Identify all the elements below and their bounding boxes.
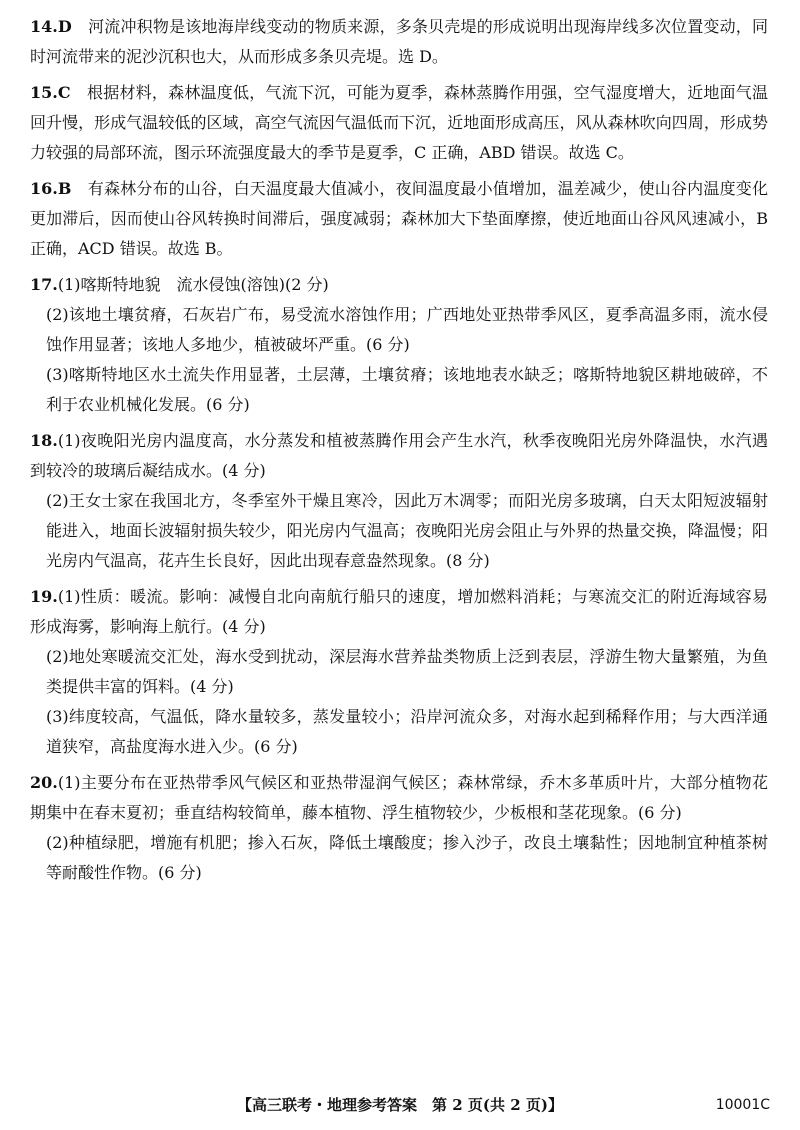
answer-item-16	[30, 174, 768, 264]
question-number: 17.	[30, 275, 58, 294]
sub-answer: (1)主要分布在亚热带季风气候区和亚热带湿润气候区；森林常绿，乔木多革质叶片，大部分植物花期集中在春末夏初；垂直结构较简单，藤本植物、浮生植物较少，少板根和茎花现象。(6 分)	[30, 773, 768, 822]
question-number: 16.B	[30, 179, 72, 198]
question-number: 15.C	[30, 83, 71, 102]
question-number: 18.	[30, 431, 58, 450]
answer-text: 根据材料，森林温度低，气流下沉，可能为夏季，森林蒸腾作用强，空气湿度增大，近地面气温回升慢，形成气温较低的区域，高空气流因气温低而下沉，近地面形成高压，风从森林吹向四周，形成势力较强的局部环流，图示环流强度最大的季节是夏季，C 正确，ABD 错误。故选 C。	[30, 83, 768, 162]
answer-item-17	[30, 270, 768, 420]
sub-answer: (2)种植绿肥，增施有机肥；掺入石灰，降低土壤酸度；掺入沙子，改良土壤黏性；因地制宜种植茶树等耐酸性作物。(6 分)	[46, 833, 768, 882]
answer-item-20	[30, 768, 768, 888]
sub-answer: (3)喀斯特地区水土流失作用显著，土层薄，土壤贫瘠；该地地表水缺乏；喀斯特地貌区耕地破碎，不利于农业机械化发展。(6 分)	[46, 365, 768, 414]
footer-title: 【高三联考・地理参考答案 第 2 页(共 2 页)】	[237, 1096, 563, 1114]
sub-answer: (1)性质：暖流。影响：减慢自北向南航行船只的速度，增加燃料消耗；与寒流交汇的附近海域容易形成海雾，影响海上航行。(4 分)	[30, 587, 768, 636]
answer-text: 河流冲积物是该地海岸线变动的物质来源，多条贝壳堤的形成说明出现海岸线多次位置变动，同时河流带来的泥沙沉积也大，从而形成多条贝壳堤。选 D。	[30, 17, 768, 66]
sub-answer: (2)王女士家在我国北方，冬季室外干燥且寒冷，因此万木凋零；而阳光房多玻璃，白天太阳短波辐射能进入，地面长波辐射损失较少，阳光房内气温高；夜晚阳光房会阻止与外界的热量交换，降温慢；阳光房内气温高，花卉生长良好，因此出现春意盎然现象。(8 分)	[46, 491, 768, 570]
page-footer	[0, 1090, 800, 1120]
document-code: 10001C	[715, 1097, 770, 1113]
question-number: 19.	[30, 587, 58, 606]
answer-item-19	[30, 582, 768, 762]
sub-answer: (3)纬度较高，气温低，降水量较多，蒸发量较小；沿岸河流众多，对海水起到稀释作用；与大西洋通道狭窄，高盐度海水进入少。(6 分)	[46, 707, 768, 756]
sub-answer: (2)地处寒暖流交汇处，海水受到扰动，深层海水营养盐类物质上泛到表层，浮游生物大量繁殖，为鱼类提供丰富的饵料。(4 分)	[46, 647, 768, 696]
question-number: 14.D	[30, 17, 72, 36]
answer-item-18	[30, 426, 768, 576]
answer-text: 有森林分布的山谷，白天温度最大值减小，夜间温度最小值增加，温差减少，使山谷内温度变化更加滞后，因而使山谷风转换时间滞后，强度减弱；森林加大下垫面摩擦，使近地面山谷风风速减小，B 正确，ACD 错误。故选 B。	[30, 179, 768, 258]
sub-answer: (1)喀斯特地貌 流水侵蚀(溶蚀)(2 分)	[57, 275, 329, 294]
question-number: 20.	[30, 773, 58, 792]
answer-item-15	[30, 78, 768, 168]
sub-answer: (2)该地土壤贫瘠，石灰岩广布，易受流水溶蚀作用；广西地处亚热带季风区，夏季高温多雨，流水侵蚀作用显著；该地人多地少，植被破坏严重。(6 分)	[46, 305, 768, 354]
sub-answer: (1)夜晚阳光房内温度高，水分蒸发和植被蒸腾作用会产生水汽，秋季夜晚阳光房外降温快，水汽遇到较冷的玻璃后凝结成水。(4 分)	[30, 431, 768, 480]
answer-item-14	[30, 12, 768, 72]
